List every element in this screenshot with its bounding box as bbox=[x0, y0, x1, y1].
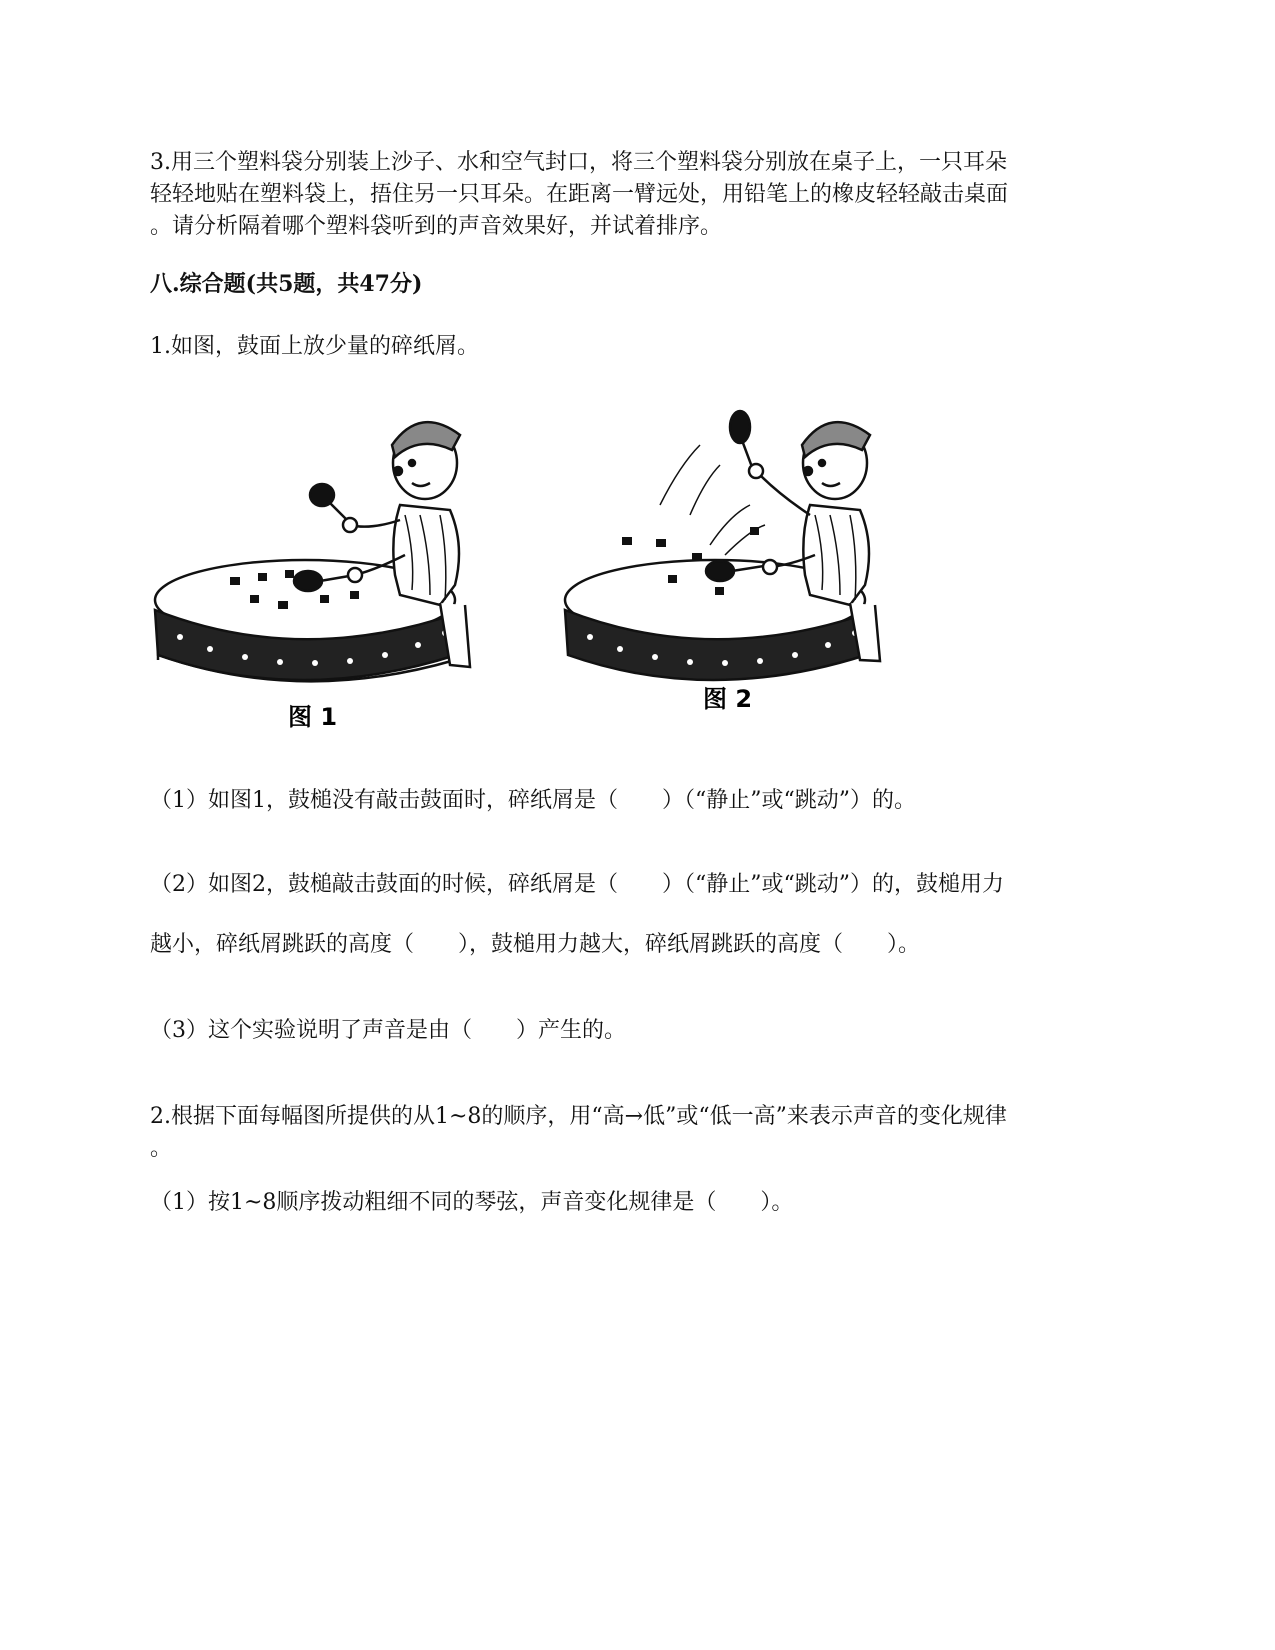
q1-part-1: （1）如图1，鼓槌没有敲击鼓面时，碎纸屑是（ ）（“静止”或“跳动”）的。 bbox=[150, 788, 916, 813]
q1-part-2-line-2: 越小，碎纸屑跳跃的高度（ ），鼓槌用力越大，碎纸屑跳跃的高度（ ）。 bbox=[150, 932, 921, 957]
figure-1-label: 图 1 bbox=[288, 703, 338, 731]
q3-line-2: 轻轻地贴在塑料袋上，捂住另一只耳朵。在距离一臂远处，用铅笔上的橡皮轻轻敲击桌面 bbox=[150, 182, 1009, 207]
drum-experiment-illustration bbox=[150, 405, 910, 765]
section-8-heading: 八.综合题(共5题，共47分) bbox=[150, 271, 423, 297]
q3-line-1: 3.用三个塑料袋分别装上沙子、水和空气封口，将三个塑料袋分别放在桌子上，一只耳朵 bbox=[150, 150, 1007, 175]
q2-intro-line-1: 2.根据下面每幅图所提供的从1~8的顺序，用“高→低”或“低一高”来表示声音的变化规律 bbox=[150, 1104, 1007, 1129]
q1-intro: 1.如图，鼓面上放少量的碎纸屑。 bbox=[150, 334, 479, 359]
q2-intro-line-2: 。 bbox=[150, 1136, 173, 1161]
figure-1-drawing bbox=[155, 422, 470, 681]
figure-2-drawing bbox=[565, 411, 880, 680]
q3-line-3: 。请分析隔着哪个塑料袋听到的声音效果好，并试着排序。 bbox=[150, 214, 723, 239]
q2-part-1: （1）按1~8顺序拨动粗细不同的琴弦，声音变化规律是（ ）。 bbox=[150, 1190, 794, 1215]
figure-2-label: 图 2 bbox=[703, 685, 753, 713]
q1-part-3: （3）这个实验说明了声音是由（ ）产生的。 bbox=[150, 1018, 626, 1043]
q1-part-2-line-1: （2）如图2，鼓槌敲击鼓面的时候，碎纸屑是（ ）（“静止”或“跳动”）的，鼓槌用力 bbox=[150, 872, 1004, 897]
